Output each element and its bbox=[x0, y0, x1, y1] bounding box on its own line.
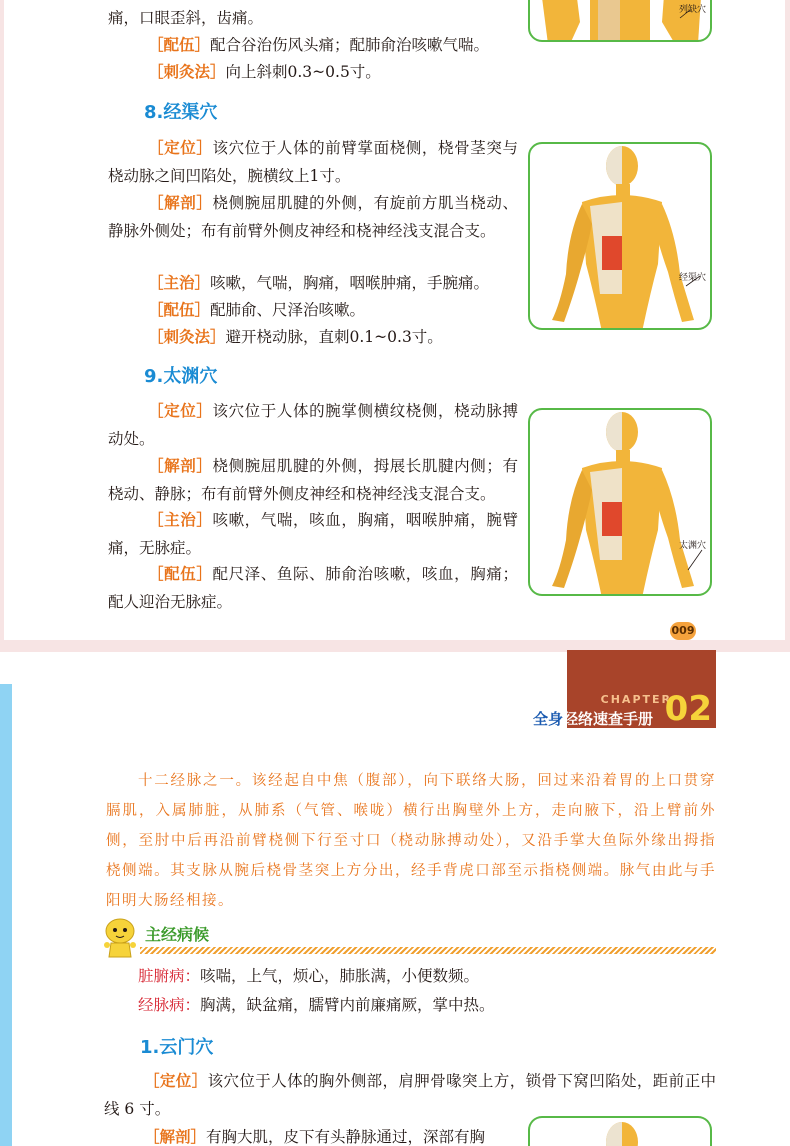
text-dingwei-8: 该穴位于人体的前臂掌面桡侧，桡骨茎突与桡动脉之间凹陷处，腕横纹上1寸。 bbox=[108, 139, 518, 185]
para-zhuzhi-9 bbox=[108, 507, 518, 562]
text-dingwei-9: 该穴位于人体的腕掌侧横纹桡侧，桡动脉搏动处。 bbox=[108, 402, 518, 448]
tag-peiwu-9: ［配伍］ bbox=[148, 565, 213, 583]
figure-label-taiyuan: 太渊穴 bbox=[678, 541, 706, 551]
para-zhuzhi-8 bbox=[108, 270, 518, 298]
tag-jiepou-1: ［解剖］ bbox=[144, 1128, 207, 1146]
tag-zhuzhi-9: ［主治］ bbox=[148, 511, 213, 529]
mascot-icon bbox=[101, 917, 139, 959]
figure-taiyuan bbox=[528, 408, 712, 596]
text-jiepou-8: 桡侧腕屈肌腱的外侧，有旋前方肌当桡动、静脉外侧处；布有前臂外侧皮神经和桡神经浅支混合支。 bbox=[108, 194, 518, 240]
chapter-word: CHAPTER bbox=[600, 693, 672, 706]
tag-dingwei: ［定位］ bbox=[148, 139, 213, 157]
disease-section-title: 主经病候 bbox=[145, 925, 210, 944]
disease-label-jingmai: 经脉病： bbox=[138, 996, 201, 1014]
figure-label-jingqu: 经渠穴 bbox=[678, 273, 706, 283]
disease-text-jingmai: 胸满，缺盆痛，臑臂内前廉痛厥，掌中热。 bbox=[200, 996, 495, 1014]
para-peiwu-8 bbox=[108, 297, 518, 325]
meridian-intro: 十二经脉之一。该经起自中焦（腹部），向下联络大肠，回过来沿着胃的上口贯穿膈肌，入属肺脏，从肺系（气管、喉咙）横行出胸壁外上方，走向腋下，沿上臂前外侧，至肘中后再沿前臂桡侧下行至寸口（桡动脉搏动处），又沿手掌大鱼际外缘出拇指桡侧端。其支脉从腕后桡骨茎突上方分出，经手背虎口部至示指桡侧端。脉气由此与手阳明大肠经相接。 bbox=[106, 773, 716, 909]
body-illustration-taiyuan bbox=[530, 410, 712, 596]
para-cijiufa-8 bbox=[108, 324, 518, 352]
text-zhuzhi-8: 咳嗽，气喘，胸痛，咽喉肿痛，手腕痛。 bbox=[210, 274, 490, 292]
tag-jiepou-9: ［解剖］ bbox=[148, 457, 213, 475]
para-dingwei-9 bbox=[108, 398, 518, 453]
para-jiepou-8 bbox=[108, 190, 518, 245]
carry-over-line-0 bbox=[108, 5, 518, 33]
page-number: 009 bbox=[670, 622, 696, 640]
tag-peiwu-8: ［配伍］ bbox=[148, 301, 211, 319]
disease-line-jingmai bbox=[138, 991, 495, 1019]
figure-jingqu bbox=[528, 142, 712, 330]
tag-jiepou: ［解剖］ bbox=[148, 194, 213, 212]
disease-label-zangfu: 脏腑病： bbox=[138, 967, 201, 985]
carry-over-text-1: 配合谷治伤风头痛；配肺俞治咳嗽气喘。 bbox=[210, 36, 490, 54]
section-title-jingqu: 8.经渠穴 bbox=[144, 102, 218, 123]
tag-dingwei-1: ［定位］ bbox=[144, 1072, 208, 1090]
section-title-yunmen: 1.云门穴 bbox=[140, 1037, 214, 1058]
book-title-part1: 全身 bbox=[533, 710, 564, 728]
tag-dingwei-9: ［定位］ bbox=[148, 402, 213, 420]
text-cijiufa-8: 避开桡动脉，直刺0.1~0.3寸。 bbox=[225, 328, 443, 346]
figure-label-lieque: 列缺穴 bbox=[678, 5, 706, 15]
para-peiwu-9 bbox=[108, 561, 518, 616]
chapter-number: 02 bbox=[664, 689, 712, 729]
left-decorative-strip bbox=[0, 684, 12, 1146]
tag-zhuzhi: ［主治］ bbox=[148, 274, 211, 292]
text-jiepou-9: 桡侧腕屈肌腱的外侧，拇展长肌腱内侧；有桡动、静脉；布有前臂外侧皮神经和桡神经浅支混合支。 bbox=[108, 457, 518, 503]
carry-over-text-2: 向上斜刺0.3~0.5寸。 bbox=[225, 63, 381, 81]
text-peiwu-8: 配肺俞、尺泽治咳嗽。 bbox=[210, 301, 366, 319]
disease-text-zangfu: 咳喘，上气，烦心，肺胀满，小便数频。 bbox=[200, 967, 480, 985]
figure-lieque bbox=[528, 0, 712, 42]
carry-over-line-1 bbox=[108, 32, 518, 60]
text-peiwu-9: 配尺泽、鱼际、肺俞治咳嗽，咳血，胸痛；配人迎治无脉症。 bbox=[108, 565, 518, 611]
body-illustration-jingqu bbox=[530, 144, 712, 330]
tag-cijiufa: ［刺灸法］ bbox=[148, 63, 226, 81]
para-dingwei-8 bbox=[108, 135, 518, 190]
section-title-taiyuan: 9.太渊穴 bbox=[144, 366, 218, 387]
figure-yunmen bbox=[528, 1116, 712, 1146]
carry-over-line-2 bbox=[108, 59, 518, 87]
text-zhuzhi-9: 咳嗽，气喘，咳血，胸痛，咽喉肿痛，腕臂痛，无脉症。 bbox=[108, 511, 518, 557]
book-title-part2: 经络速查手册 bbox=[563, 710, 654, 728]
para-dingwei-1 bbox=[104, 1068, 716, 1123]
disease-line-zangfu bbox=[138, 962, 479, 990]
text-dingwei-1: 该穴位于人体的胸外侧部，肩胛骨喙突上方，锁骨下窝凹陷处，距前正中线 6 寸。 bbox=[104, 1072, 716, 1118]
tag-peiwu: ［配伍］ bbox=[148, 36, 211, 54]
para-jiepou-9 bbox=[108, 453, 518, 508]
para-jiepou-1 bbox=[104, 1124, 524, 1146]
text-jiepou-1: 有胸大肌，皮下有头静脉通过，深部有胸 bbox=[206, 1128, 486, 1146]
book-title bbox=[533, 708, 653, 729]
tag-cijiufa-8: ［刺灸法］ bbox=[148, 328, 226, 346]
carry-over-text-0: 痛，口眼歪斜，齿痛。 bbox=[108, 9, 264, 27]
body-illustration-yunmen bbox=[530, 1118, 712, 1146]
section-divider bbox=[140, 947, 716, 954]
